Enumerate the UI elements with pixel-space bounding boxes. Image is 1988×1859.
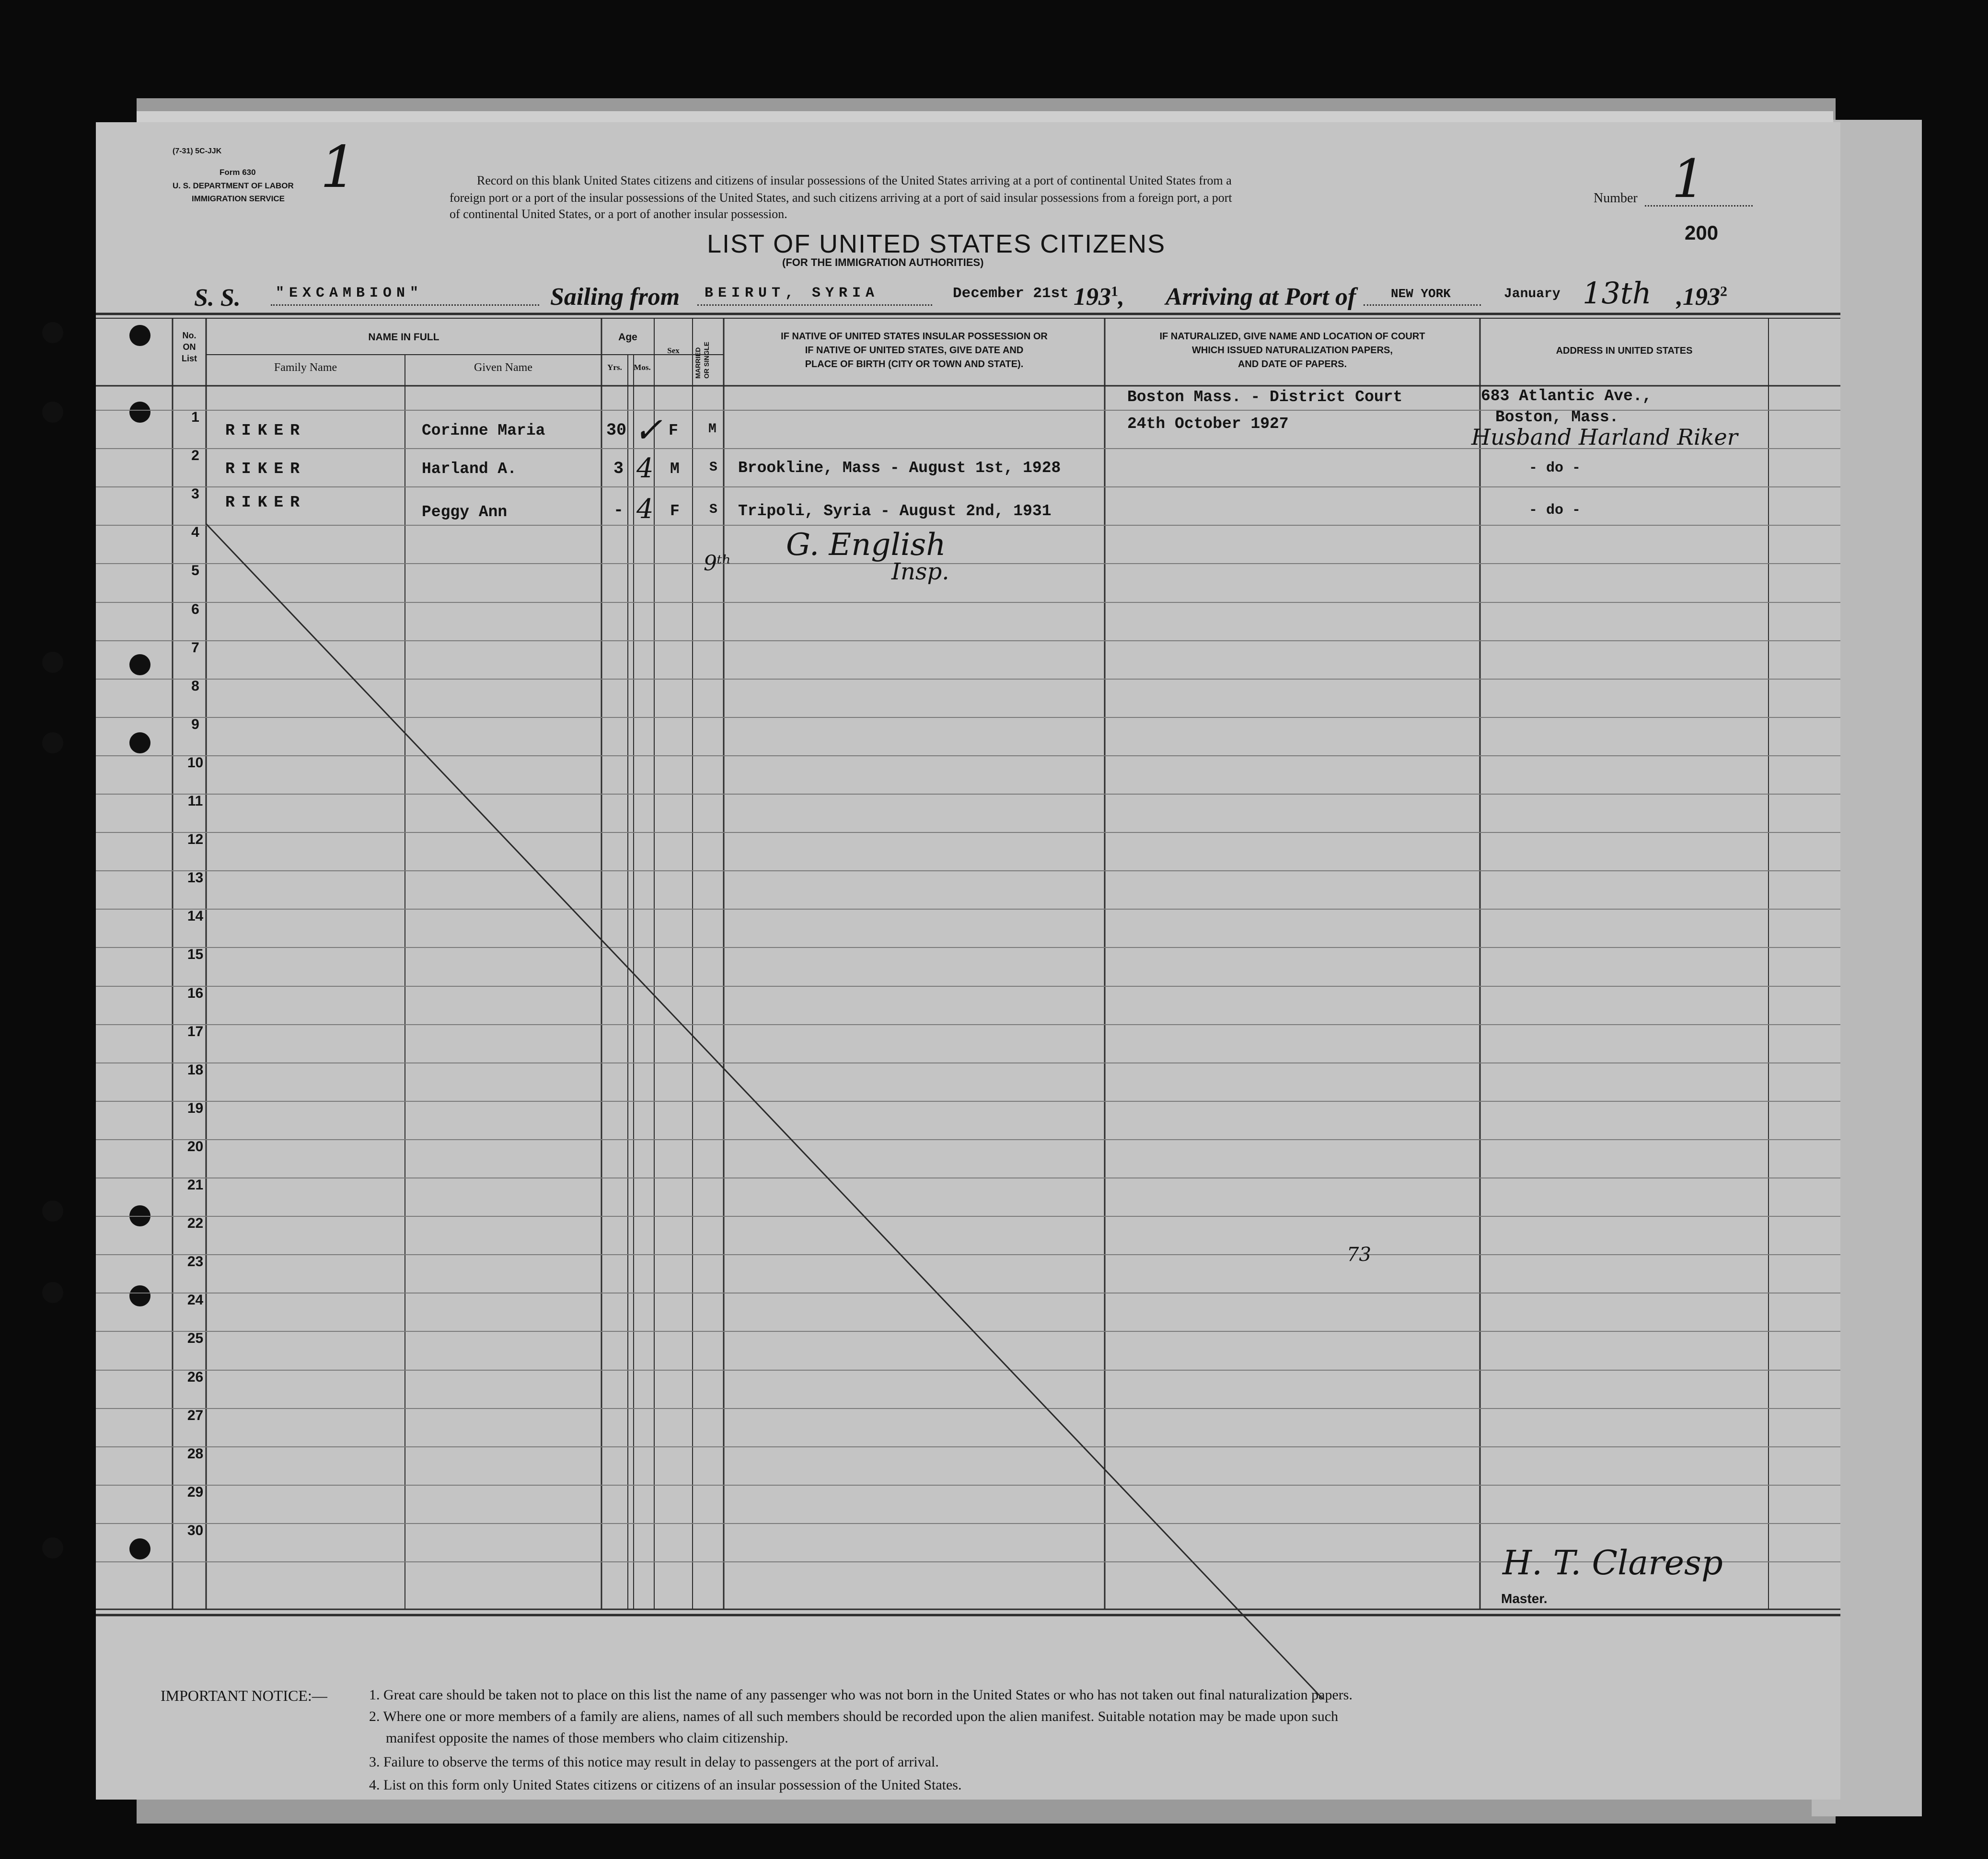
form-number: Form 630 [220,168,256,177]
row-number: 5 [191,563,199,578]
inspector-signature: G. English [786,527,946,563]
departure-port: BEIRUT, SYRIA [705,285,879,301]
row-number: 7 [191,640,199,656]
marital-status: S [709,460,717,475]
row-number: 6 [191,601,199,617]
col-yrs: Yrs. [607,363,622,372]
arrival-year: ,193$^2$ [1676,283,1727,311]
notice-item-4: 4. List on this form only United States citizens or citizens of an insular possession of the United States. [369,1777,962,1793]
number-label: Number [1594,191,1638,206]
row-number: 19 [187,1100,204,1116]
age-months: ✓ [634,410,663,450]
col-address: ADDRESS IN UNITED STATES [1556,346,1693,356]
row-number: 23 [187,1254,204,1270]
row-number: 18 [187,1062,204,1078]
sex: F [669,422,678,439]
arriving-label: Arriving at Port of [1166,283,1356,311]
given-name: Corinne Maria [422,422,545,439]
row-number: 4 [191,524,199,540]
col-birth: IF NATIVE OF UNITED STATES INSULAR POSSESSION OR IF NATIVE OF UNITED STATES, GIVE DATE AND PLACE OF BIRTH (CITY OR TOWN AND STATE). [781,331,1048,369]
marital-status: S [709,502,717,517]
row-number: 8 [191,678,199,694]
department-name: U. S. DEPARTMENT OF LABOR [173,181,294,190]
instruction-line-3: of continental United States, or a port of another insular possession. [450,207,787,221]
row-number: 22 [187,1215,204,1231]
arrival-month: January [1504,287,1560,301]
row-number: 9 [191,716,199,732]
row-number: 2 [191,448,199,463]
address: - do - [1529,460,1581,476]
sailing-label: Sailing from [550,283,680,311]
address: - do - [1529,502,1581,519]
number-value: 1 [1672,148,1705,209]
notice-item-2-cont: manifest opposite the names of those members who claim citizenship. [386,1730,788,1746]
margin-number: 73 [1347,1244,1371,1266]
age-months: 4 [636,453,654,484]
col-given-name: Given Name [474,361,532,374]
sex: M [670,460,680,478]
master-signature: H. T. Claresp [1503,1543,1723,1582]
row-number: 27 [187,1408,204,1423]
notice-item-3: 3. Failure to observe the terms of this notice may result in delay to passengers at the port of arrival. [369,1754,939,1770]
family-name: RIKER [225,422,307,439]
instruction-line-1: Record on this blank United States citizens and citizens of insular possessions of the United States arriving at a port of continental United States from a [477,173,1232,187]
marital-status: M [708,422,717,437]
row-number: 3 [191,486,199,502]
family-name: RIKER [225,494,307,511]
row-number: 10 [187,755,204,771]
sex: F [670,502,680,520]
notice-item-2: 2. Where one or more members of a family are aliens, names of all such members should be recorded upon the alien manifest. Suitable notation may be made upon such [369,1709,1339,1724]
row-number: 25 [187,1330,204,1346]
departure-year: $193^1$, [1074,283,1124,311]
inspector-title: Insp. [891,558,949,585]
col-naturalized: IF NATURALIZED, GIVE NAME AND LOCATION OF COURT WHICH ISSUED NATURALIZATION PAPERS, AND DATE OF PAPERS. [1159,331,1425,369]
ss-label: S. S. [194,284,241,312]
page-number: 200 [1685,221,1719,244]
row-number: 16 [187,985,204,1001]
arrival-day: 13th [1583,276,1652,311]
col-age: Age [618,332,637,343]
row-number: 17 [187,1024,204,1039]
col-sex: Sex [667,346,680,355]
inspector-prefix: 9ᵗʰ [704,551,731,576]
given-name: Harland A. [422,460,517,478]
row-number: 13 [187,870,204,886]
row-number: 29 [187,1484,204,1500]
departure-date: December 21st [953,285,1069,302]
row-number: 30 [187,1523,204,1538]
address-note-handwritten: Husband Harland Riker [1471,424,1738,450]
instruction-line-2: foreign port or a port of the insular possessions of the United States, and such citizens arriving at a port of said insular possessions from a foreign port, a port [450,191,1232,205]
row-number: 12 [187,831,204,847]
master-label: Master. [1501,1591,1548,1606]
sheet-number-handwritten: 1 [320,134,357,201]
ship-name: "EXCAMBION" [276,285,424,301]
age-months: 4 [636,494,654,525]
naturalization-court: Boston Mass. - District Court [1127,388,1403,406]
row-number: 1 [191,409,199,425]
row-number: 24 [187,1292,204,1308]
col-name-in-full: NAME IN FULL [368,332,439,343]
notice-heading: IMPORTANT NOTICE:— [161,1687,327,1704]
notice-item-1: 1. Great care should be taken not to place on this list the name of any passenger who was not born in the United States or who has not taken out final naturalization papers. [369,1687,1352,1703]
birth-place-date: Tripoli, Syria - August 2nd, 1931 [738,502,1052,520]
given-name: Peggy Ann [422,503,508,521]
col-married: MARRIED OR SINGLE [694,341,710,379]
age-years: 30 [606,421,627,440]
row-number: 28 [187,1446,204,1462]
naturalization-date: 24th October 1927 [1127,415,1289,433]
stamp-code: (7-31) 5C-JJK [173,147,222,155]
row-number: 20 [187,1139,204,1155]
col-no-on-list: No. ON List [181,331,197,363]
row-number: 21 [187,1177,204,1193]
address-city: Boston, Mass. [1495,408,1619,426]
form-title: LIST OF UNITED STATES CITIZENS [707,230,1166,258]
row-number: 14 [187,908,204,924]
form-subtitle: (FOR THE IMMIGRATION AUTHORITIES) [782,256,984,268]
row-number: 26 [187,1369,204,1385]
row-number: 11 [187,793,203,809]
service-name: IMMIGRATION SERVICE [192,194,285,203]
address-street: 683 Atlantic Ave., [1481,387,1652,405]
family-name: RIKER [225,460,307,478]
birth-place-date: Brookline, Mass - August 1st, 1928 [738,459,1061,477]
age-years: - [613,501,624,520]
col-mos: Mos. [634,363,651,372]
row-number: 15 [187,947,204,962]
col-family-name: Family Name [274,361,337,374]
age-years: 3 [613,459,624,478]
arrival-port: NEW YORK [1391,287,1451,301]
